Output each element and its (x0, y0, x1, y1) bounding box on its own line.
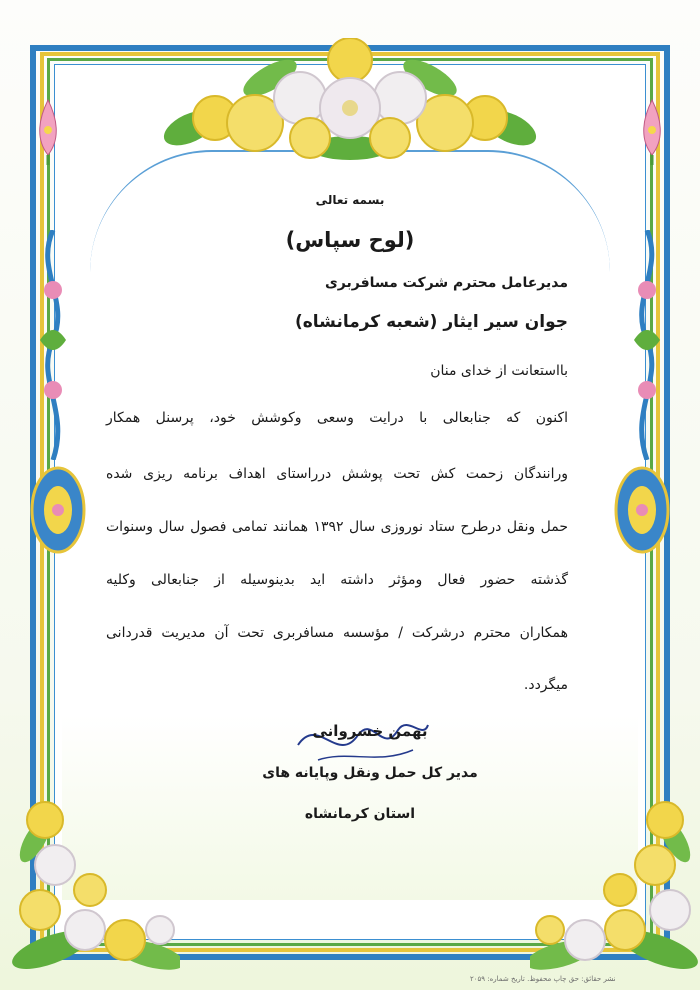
basmala-heading: بسمه تعالی (315, 193, 385, 207)
signatory-title: مدیر کل حمل ونقل وپایانه های (262, 765, 478, 781)
left-medallion-icon (28, 460, 88, 560)
footer-print-note: نشر حقائق: حق چاپ محفوظ. تاریخ شماره: ۲۰۵۹ (470, 975, 616, 983)
signatory-name: بهمن خسروانی (312, 722, 428, 740)
certificate-title: (لوح سپاس) (285, 228, 415, 252)
body-line: ورانندگان زحمت کش تحت پوشش درراستای اهداف برنامه ریزی شده (106, 466, 568, 482)
signatory-province: استان کرمانشاه (304, 806, 416, 822)
decorative-arch (90, 150, 610, 272)
greeting-line: بااستعانت از خدای منان (430, 363, 568, 379)
bottom-left-flower-bouquet-icon (10, 780, 180, 980)
body-line: همکاران محترم درشرکت / مؤسسه مسافربری تحت آن مدیریت قدردانی (106, 625, 568, 641)
body-line: گذشته حضور فعال ومؤثر داشته اید بدینوسیله از جنابعالی وکلیه (106, 572, 568, 588)
right-top-lotus-icon (632, 95, 672, 165)
body-line-closing: میگردد. (523, 677, 568, 693)
right-medallion-icon (612, 460, 672, 560)
recipient-company: جوان سیر ایثار (شعبه کرمانشاه) (294, 312, 568, 332)
left-arabesque-icon (30, 230, 76, 460)
recipient-position: مدیرعامل محترم شرکت مسافربری (324, 275, 568, 291)
right-arabesque-icon (624, 230, 670, 460)
body-line: اکنون که جنابعالی با درایت وسعی وکوشش خود، پرسنل همکار (106, 410, 568, 426)
bottom-right-flower-bouquet-icon (530, 780, 700, 980)
top-flower-garland-icon (160, 38, 540, 168)
body-line: حمل ونقل درطرح ستاد نوروزی سال ۱۳۹۲ همانند تمامی فصول سال وسنوات (106, 519, 568, 535)
left-top-lotus-icon (28, 95, 68, 165)
